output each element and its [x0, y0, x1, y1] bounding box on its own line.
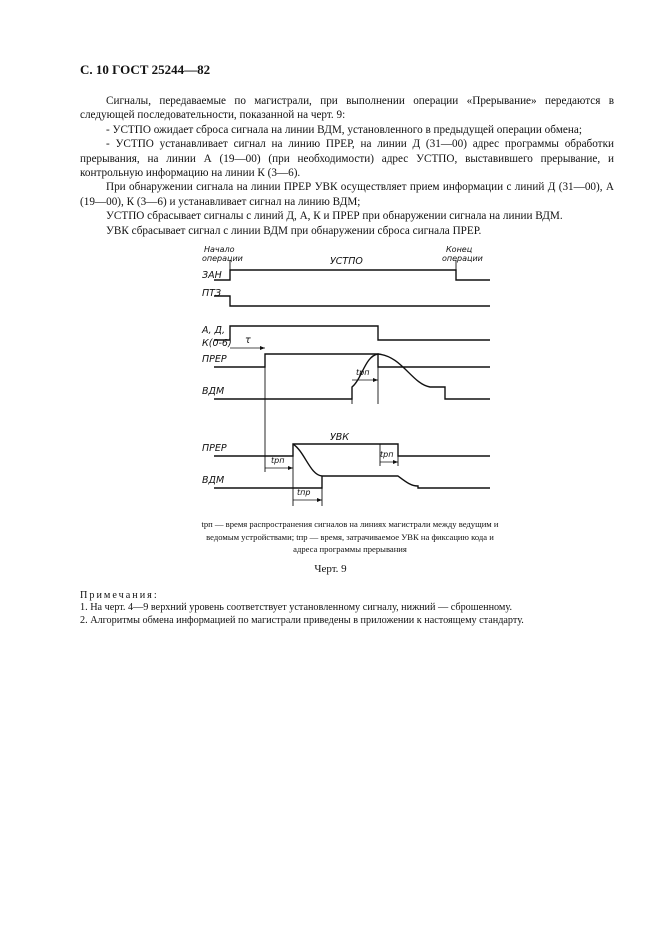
prer-bottom-waveform — [214, 444, 490, 456]
body-text — [80, 94, 614, 238]
notes-heading: Примечания: — [80, 590, 159, 601]
paragraph: Сигналы, передаваемые по магистрали, при выполнении операции «Прерывание» передаются в следующей последовательности, показанной на черт. 9: — [80, 95, 614, 122]
paragraph: При обнаружении сигнала на линии ПРЕР УВК осуществляет прием информации с линий Д (31—00), А (19—00), К (3—6) и устанавливает сигнал на линию ВДМ; — [80, 181, 614, 208]
figure-title: Черт. 9 — [314, 563, 347, 575]
adk-waveform — [214, 326, 490, 340]
arrow-head — [317, 498, 322, 502]
device-label-ustpo: УСТПО — [330, 256, 363, 267]
timing-diagram — [190, 244, 500, 514]
end-label-line2: операции — [442, 254, 483, 263]
signal-label-vdm-top: ВДМ — [202, 386, 225, 397]
figure-caption — [160, 518, 540, 556]
paragraph: - УСТПО устанавливает сигнал на линию ПРЕР, на линии Д (31—00) адрес программы обработки прерывания, на линии А (19—00) (при необходимости) адрес УСТПО, выставившего прерывание, и контрольную информацию на линии К (3—6). — [80, 138, 614, 180]
signal-label-adk: А, Д, — [202, 325, 225, 336]
signal-label-prer-top: ПРЕР — [202, 354, 227, 365]
end-label-line1: Конец — [446, 245, 473, 254]
trp-label: tрп — [356, 368, 370, 377]
tpr-label: tпр — [297, 488, 311, 497]
signal-label-k: К(0-6) — [202, 338, 232, 349]
start-label-line1: Начало — [204, 245, 235, 254]
arrow-head — [260, 346, 265, 350]
arrow-head — [393, 460, 398, 464]
notes — [80, 590, 620, 627]
vdm-bottom-waveform — [214, 444, 490, 488]
signal-label-vdm-bottom: ВДМ — [202, 475, 225, 486]
ptz-waveform — [214, 296, 490, 306]
note-item: 2. Алгоритмы обмена информацией по магистрали приведены в приложении к настоящему стандарту. — [80, 614, 524, 626]
caption-line: ведомым устройствами; tпр — время, затрачиваемое УВК на фиксацию кода и — [206, 531, 494, 542]
arrow-head — [288, 466, 293, 470]
page-header: С. 10 ГОСТ 25244—82 — [80, 62, 211, 77]
caption-line: адреса программы прерывания — [293, 544, 407, 554]
trp-label: tрп — [271, 456, 285, 465]
signal-label-prer-bottom: ПРЕР — [202, 443, 227, 454]
arrow-head — [373, 378, 378, 382]
tau-label: τ — [245, 335, 251, 346]
device-label-uvk: УВК — [330, 432, 350, 443]
start-label-line2: операции — [202, 254, 243, 263]
trp-label: tрп — [380, 450, 394, 459]
prer-top-waveform — [214, 354, 490, 367]
paragraph: УВК сбрасывает сигнал с линии ВДМ при обнаружении сброса сигнала ПРЕР. — [106, 224, 482, 237]
caption-line: tрп — время распространения сигналов на линиях магистрали между ведущим и — [201, 519, 499, 529]
zan-waveform — [214, 270, 490, 280]
paragraph: УСТПО сбрасывает сигналы с линий Д, А, К и ПРЕР при обнаружении сигнала на линии ВДМ. — [106, 210, 563, 223]
signal-label-zan: ЗАН — [202, 270, 222, 281]
paragraph: - УСТПО ожидает сброса сигнала на линии ВДМ, установленного в предыдущей операции обмена; — [106, 123, 582, 136]
note-item: 1. На черт. 4—9 верхний уровень соответствует установленному сигналу, нижний — сброшенному. — [80, 602, 512, 614]
signal-label-ptz: ПТЗ — [202, 288, 222, 299]
